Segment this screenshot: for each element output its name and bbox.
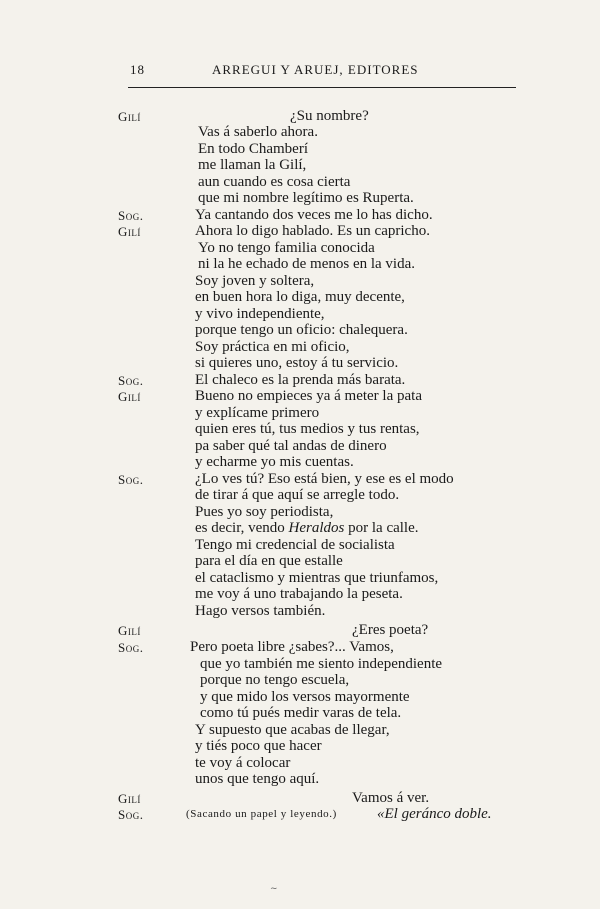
- verse-text: y que mido los versos mayormente: [200, 689, 410, 705]
- dialogue-line: [0, 553, 600, 570]
- dialogue-line: [0, 639, 600, 656]
- header-rule: [128, 87, 516, 88]
- verse-text: porque no tengo escuela,: [200, 672, 350, 688]
- verse-text: para el día en que estalle: [195, 553, 343, 569]
- verse-text: ¿Su nombre?: [290, 108, 369, 124]
- running-title: ARREGUI Y ARUEJ, EDITORES: [212, 62, 419, 77]
- dialogue-line: [0, 603, 600, 620]
- verse-text: quien eres tú, tus medios y tus rentas,: [195, 421, 420, 437]
- verse-text: ni la he echado de menos en la vida.: [198, 256, 416, 272]
- dialogue-line: [0, 520, 600, 537]
- verse-text: y vivo independiente,: [195, 306, 325, 322]
- dialogue-line: [0, 471, 600, 488]
- dialogue-line: [0, 454, 600, 471]
- verse-text: Tengo mi credencial de socialista: [195, 537, 395, 553]
- dialogue-line: [0, 689, 600, 706]
- verse-text: «El geránco doble.: [377, 806, 492, 822]
- dialogue-line: [0, 322, 600, 339]
- dialogue-line: [0, 207, 600, 224]
- verse-text: Pero poeta libre ¿sabes?... Vamos,: [190, 639, 394, 655]
- dialogue-line: [0, 289, 600, 306]
- dialogue-line: [0, 108, 600, 125]
- verse-text: unos que tengo aquí.: [195, 771, 320, 787]
- dialogue-line: [0, 504, 600, 521]
- verse-text: Bueno no empieces ya á meter la pata: [195, 388, 422, 404]
- speaker-label: Sog.: [118, 373, 144, 388]
- dialogue-line: [0, 372, 600, 389]
- dialogue-line: [0, 738, 600, 755]
- speaker-label: Gilí: [118, 389, 141, 404]
- verse-text: como tú pués medir varas de tela.: [200, 705, 402, 721]
- dialogue-line: [0, 438, 600, 455]
- verse-text: ¿Lo ves tú? Eso está bien, y ese es el modo: [195, 471, 454, 487]
- dialogue-line: [0, 174, 600, 191]
- dialogue-line: [0, 722, 600, 739]
- verse-text: Hago versos también.: [195, 603, 326, 619]
- speaker-label: Gilí: [118, 791, 141, 806]
- dialogue-line: [0, 141, 600, 158]
- dialogue-line: [0, 157, 600, 174]
- dialogue-line: [0, 388, 600, 405]
- dialogue-line: [0, 355, 600, 372]
- footer-mark: ~: [270, 884, 278, 894]
- verse-text: Ahora lo digo hablado. Es un capricho.: [195, 223, 430, 239]
- verse-text: te voy á colocar: [195, 755, 291, 771]
- verse-text: pa saber qué tal andas de dinero: [195, 438, 387, 454]
- dialogue-line: [0, 405, 600, 422]
- dialogue-line: [0, 273, 600, 290]
- dialogue-line: [0, 223, 600, 240]
- verse-text: Vamos á ver.: [352, 790, 430, 806]
- dialogue-line: [0, 656, 600, 673]
- dialogue-line: [0, 705, 600, 722]
- dialogue-line: [0, 240, 600, 257]
- verse-text: El chaleco es la prenda más barata.: [195, 372, 406, 388]
- verse-text: Ya cantando dos veces me lo has dicho.: [195, 207, 433, 223]
- verse-text: en buen hora lo diga, muy decente,: [195, 289, 405, 305]
- dialogue-line: [0, 487, 600, 504]
- verse-text-mixed: es decir, vendo Heraldos por la calle.: [195, 520, 419, 536]
- dialogue-line: [0, 339, 600, 356]
- speaker-label: Sog.: [118, 472, 144, 487]
- dialogue-line: [0, 421, 600, 438]
- verse-text: Vas á saberlo ahora.: [198, 124, 318, 140]
- verse-text: me llaman la Gilí,: [198, 157, 307, 173]
- verse-text: el cataclismo y mientras que triunfamos,: [195, 570, 439, 586]
- dialogue-line: [0, 124, 600, 141]
- dialogue-line: [0, 622, 600, 639]
- dialogue-line: [0, 190, 600, 207]
- speaker-label: Gilí: [118, 224, 141, 239]
- dialogue-line: [0, 790, 600, 807]
- speaker-label: Gilí: [118, 109, 141, 124]
- verse-text: ¿Eres poeta?: [352, 622, 429, 638]
- dialogue-line: [0, 256, 600, 273]
- page-header: [130, 62, 515, 84]
- verse-text: Yo no tengo familia conocida: [198, 240, 375, 256]
- verse-text: En todo Chamberí: [198, 141, 308, 157]
- verse-text: porque tengo un oficio: chalequera.: [195, 322, 408, 338]
- dialogue-line: [0, 672, 600, 689]
- verse-text: y tiés poco que hacer: [195, 738, 322, 754]
- page-number: 18: [130, 62, 145, 77]
- dialogue-line: [0, 806, 600, 823]
- verse-text: de tirar á que aquí se arregle todo.: [195, 487, 400, 503]
- dialogue-line: [0, 771, 600, 788]
- verse-text: Soy práctica en mi oficio,: [195, 339, 350, 355]
- speaker-label: Sog.: [118, 640, 144, 655]
- verse-text: que yo también me siento independiente: [200, 656, 443, 672]
- verse-text: aun cuando es cosa cierta: [198, 174, 351, 190]
- speaker-label: Sog.: [118, 807, 144, 822]
- dialogue-line: [0, 586, 600, 603]
- verse-text: me voy á uno trabajando la peseta.: [195, 586, 403, 602]
- dialogue-line: [0, 306, 600, 323]
- stage-direction: (Sacando un papel y leyendo.): [186, 808, 337, 820]
- verse-text: Y supuesto que acabas de llegar,: [195, 722, 390, 738]
- verse-text: y echarme yo mis cuentas.: [195, 454, 354, 470]
- verse-text: y explícame primero: [195, 405, 320, 421]
- speaker-label: Gilí: [118, 623, 141, 638]
- verse-text: Soy joven y soltera,: [195, 273, 315, 289]
- dialogue-line: [0, 755, 600, 772]
- verse-text: que mi nombre legítimo es Ruperta.: [198, 190, 414, 206]
- verse-text: si quieres uno, estoy á tu servicio.: [195, 355, 399, 371]
- dialogue-line: [0, 537, 600, 554]
- verse-text: Pues yo soy periodista,: [195, 504, 334, 520]
- speaker-label: Sog.: [118, 208, 144, 223]
- dialogue-line: [0, 570, 600, 587]
